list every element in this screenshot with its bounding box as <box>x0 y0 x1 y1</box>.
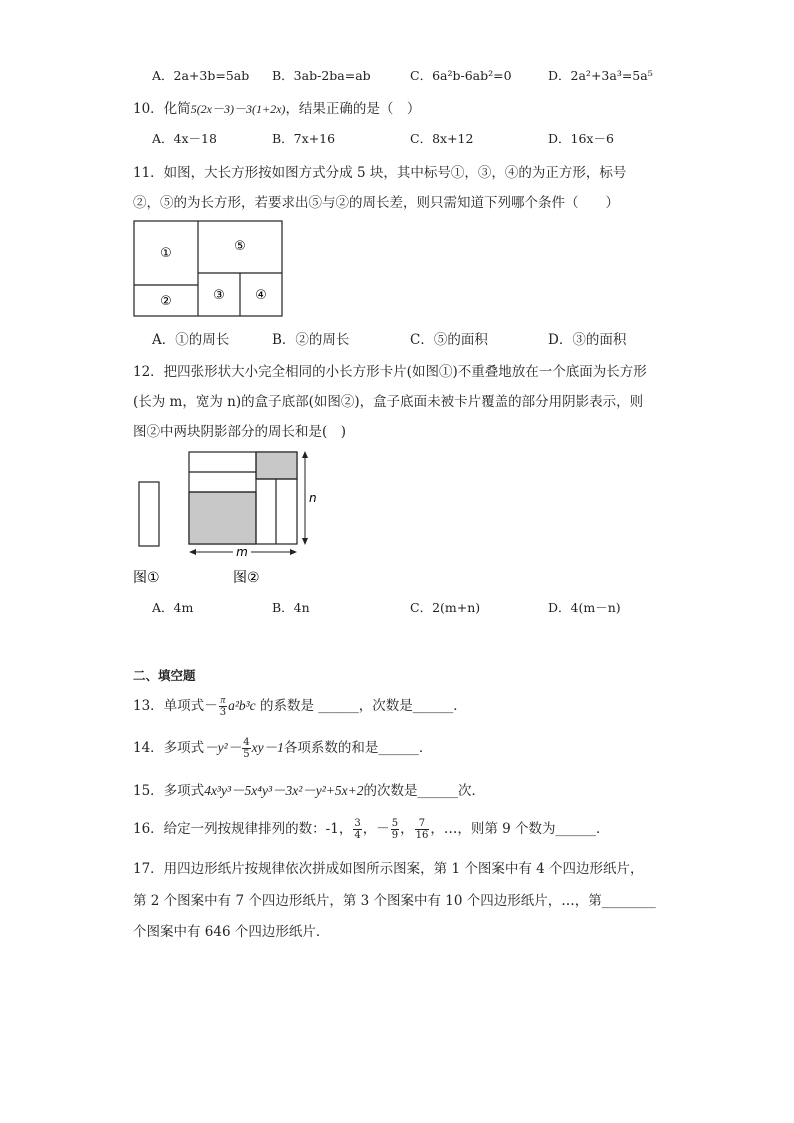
q10-option-d: D．16x－6 <box>548 131 614 146</box>
q14-frac-num: 4 <box>243 737 250 748</box>
q16-f1-den: 4 <box>354 830 361 841</box>
q12-figure <box>133 448 323 588</box>
q16-f2-num: 5 <box>391 818 399 829</box>
q12-caption-fig1: 图① <box>133 570 160 586</box>
q13-end: ． <box>453 698 467 714</box>
q12-caption-fig2: 图② <box>233 570 260 586</box>
q9-option-c: C．6a²b-6ab²=0 <box>410 68 512 83</box>
q13-blank-coefficient[interactable]: ______ <box>318 698 359 714</box>
q14-blank[interactable]: ______ <box>378 740 419 756</box>
q10-option-c: C．8x+12 <box>410 131 474 146</box>
q15-blank[interactable]: ______ <box>417 783 459 799</box>
q9-option-b: B．3ab-2ba=ab <box>272 68 371 83</box>
q12-card <box>139 482 159 546</box>
q12-shaded-top-right <box>256 452 297 479</box>
q16-f1-num: 3 <box>354 818 361 829</box>
q16-f3-den: 16 <box>415 830 429 841</box>
q12-label-m: m <box>236 545 248 559</box>
q12-stem-line1: 12．把四张形状大小完全相同的小长方形卡片(如图①)不重叠地放在一个底面为长方形 <box>133 364 647 380</box>
q16-f3-num: 7 <box>415 818 430 830</box>
section-title-fill-in: 二、填空题 <box>133 668 196 683</box>
q13-monomial: a²b³c <box>228 698 256 713</box>
q11-stem-line1: 11．如图，大长方形按如图方式分成 5 块，其中标号①，③，④的为正方形，标号 <box>133 165 627 181</box>
q15-suffix: 的次数是 <box>363 783 418 799</box>
q16-prefix: 16．给定一列按规律排列的数：-1， <box>133 821 353 837</box>
q13-suffix1: 的系数是 <box>255 698 319 714</box>
q11-label-5: ⑤ <box>234 239 246 254</box>
q12-option-b: B．4n <box>272 600 310 615</box>
q16-fraction-2 <box>391 818 399 841</box>
q9-option-a: A．2a+3b=5ab <box>152 68 250 83</box>
q10-option-b: B．7x+16 <box>272 131 336 146</box>
q13-frac-den: 3 <box>219 707 227 718</box>
q17-stem-line2 <box>133 889 656 909</box>
q10-stem-prefix: 10．化简 <box>133 101 191 117</box>
q13-stem <box>133 694 467 718</box>
q11-stem-line2: ②，⑤的为长方形，若要求出⑤与②的周长差，则只需知道下列哪个条件（ ） <box>133 195 619 211</box>
q11-label-4: ④ <box>255 288 267 303</box>
q16-f2-den: 9 <box>391 830 399 841</box>
q15-prefix: 15．多项式 <box>133 783 205 799</box>
q16-blank[interactable]: ______ <box>555 821 596 837</box>
q17-stem-line1: 17．用四边形纸片按规律依次拼成如图所示图案，第 1 个图案中有 4 个四边形纸片， <box>133 861 644 877</box>
q12-label-n: n <box>309 491 317 505</box>
q16-sep1: ，－ <box>362 821 390 837</box>
q17-line2-text: 第 2 个图案中有 7 个四边形纸片，第 3 个图案中有 10 个四边形纸片，…，第 <box>133 893 602 909</box>
q14-stem <box>133 736 432 760</box>
q15-end: 次． <box>458 783 486 799</box>
q14-end: ． <box>418 740 433 756</box>
q15-expression: 4x³y³－5x⁴y³－3x²－y²+5x+2 <box>204 783 364 798</box>
q11-option-a: A．①的周长 <box>152 332 230 348</box>
q14-frac-den: 5 <box>243 749 250 760</box>
q10-option-a: A．4x－18 <box>152 131 217 146</box>
q9-option-d: D．2a²+3a³=5a⁵ <box>548 68 653 83</box>
q17-stem-line3: 个图案中有 646 个四边形纸片． <box>133 924 330 940</box>
q15-stem <box>133 779 485 799</box>
q11-option-d: D．③的面积 <box>548 332 627 348</box>
q10-stem <box>133 97 420 117</box>
q12-stem-line2: (长为 m，宽为 n)的盒子底部(如图②)，盒子底面未被卡片覆盖的部分用阴影表示，则 <box>133 394 644 410</box>
q13-suffix2: ，次数是 <box>358 698 413 714</box>
q16-sep2: ， <box>400 821 414 837</box>
q12-stem-line3: 图②中两块阴影部分的周长和是( ) <box>133 424 347 440</box>
q12-option-d: D．4(m－n) <box>548 600 621 615</box>
q11-figure <box>133 219 285 319</box>
q12-shaded-bottom-left <box>189 492 256 544</box>
q14-part1: －y²－ <box>204 740 242 755</box>
q12-option-a: A．4m <box>152 600 194 615</box>
q13-blank-degree[interactable]: ______ <box>412 698 454 714</box>
q11-option-c: C．⑤的面积 <box>410 332 488 348</box>
q13-prefix: 13．单项式 <box>133 698 205 714</box>
q16-fraction-1 <box>353 818 361 841</box>
q11-option-b: B．②的周长 <box>272 332 350 348</box>
q11-label-1: ① <box>160 246 172 261</box>
q13-negative-sign: － <box>204 698 218 714</box>
q16-fraction-3 <box>415 818 430 841</box>
q13-fraction <box>219 695 227 718</box>
q16-end: ． <box>596 821 610 837</box>
q14-part2: xy－1 <box>251 740 284 755</box>
q10-stem-suffix: ，结果正确的是（ ） <box>285 101 421 117</box>
q16-suffix: ，…，则第 9 个数为 <box>430 821 556 837</box>
q13-frac-num: π <box>220 695 226 706</box>
q14-suffix: 各项系数的和是 <box>283 740 379 756</box>
q11-label-3: ③ <box>213 288 225 303</box>
q14-fraction <box>242 737 250 760</box>
q14-prefix: 14．多项式 <box>133 740 205 756</box>
q17-blank[interactable]: ________ <box>601 893 656 909</box>
q16-stem <box>133 817 610 841</box>
q12-option-c: C．2(m+n) <box>410 600 481 615</box>
q10-expression: 5(2x－3)－3(1+2x) <box>190 102 286 116</box>
q11-label-2: ② <box>160 294 172 309</box>
